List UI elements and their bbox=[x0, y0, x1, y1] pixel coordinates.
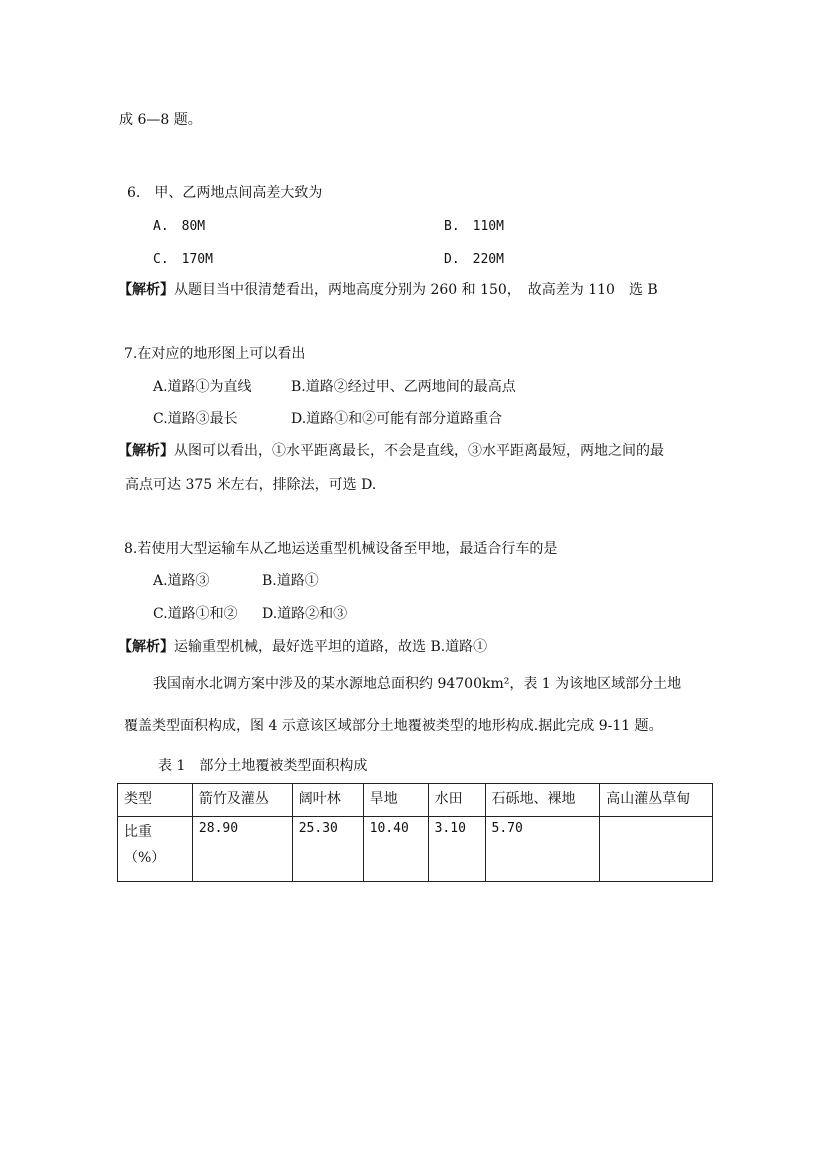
q7-analysis-text: 从图可以看出，①水平距离最长，不会是直线，③水平距离最短，两地之间的最 bbox=[174, 443, 664, 459]
q6-option-c: C. 170M bbox=[153, 252, 213, 267]
header-cell: 阔叶林 bbox=[292, 784, 363, 817]
q6-analysis-text: 从题目当中很清楚看出，两地高度分别为 260 和 150， 故高差为 110 选 B bbox=[174, 282, 658, 298]
q8-option-a: A.道路③ bbox=[153, 573, 210, 589]
q6-analysis bbox=[118, 280, 658, 300]
header-cell: 高山灌丛草甸 bbox=[600, 784, 713, 817]
value-cell: 5.70 bbox=[485, 817, 600, 882]
q6-option-d: D. 220M bbox=[444, 252, 504, 267]
q7-option-d: D.道路①和②可能有部分道路重合 bbox=[291, 411, 503, 427]
header-cell: 石砾地、裸地 bbox=[485, 784, 600, 817]
row-label-cell bbox=[118, 817, 193, 882]
analysis-tag: 【解析】 bbox=[118, 282, 174, 298]
table-header-row bbox=[118, 784, 713, 817]
value-cell: 28.90 bbox=[192, 817, 292, 882]
q7-analysis-line2: 高点可达 375 米左右，排除法，可选 D. bbox=[125, 477, 377, 493]
q6-option-b: B. 110M bbox=[444, 219, 504, 234]
value-cell: 3.10 bbox=[428, 817, 485, 882]
q8-option-b: B.道路① bbox=[262, 573, 319, 589]
q7-option-a: A.道路①为直线 bbox=[153, 379, 252, 395]
value-cell: 10.40 bbox=[363, 817, 428, 882]
q7-option-b: B.道路②经过甲、乙两地间的最高点 bbox=[291, 379, 516, 395]
header-cell: 类型 bbox=[118, 784, 193, 817]
q8-option-d: D.道路②和③ bbox=[262, 606, 348, 622]
q8-option-c: C.道路①和② bbox=[153, 606, 238, 622]
header-cell: 箭竹及灌丛 bbox=[192, 784, 292, 817]
q8-analysis bbox=[118, 637, 487, 657]
q8-analysis-text: 运输重型机械，最好选平坦的道路，故选 B.道路① bbox=[174, 639, 488, 655]
intro-end-line: 成 6—8 题。 bbox=[119, 112, 202, 128]
analysis-tag: 【解析】 bbox=[118, 443, 174, 459]
header-cell: 水田 bbox=[428, 784, 485, 817]
row-unit: （%） bbox=[124, 850, 166, 866]
analysis-tag: 【解析】 bbox=[118, 639, 174, 655]
question-8-stem: 8.若使用大型运输车从乙地运送重型机械设备至甲地，最适合行车的是 bbox=[124, 541, 558, 557]
passage-line-1: 我国南水北调方案中涉及的某水源地总面积约 94700km²，表 1 为该地区域部分土地 bbox=[153, 676, 682, 692]
q6-option-a: A. 80M bbox=[153, 219, 206, 234]
header-cell: 旱地 bbox=[363, 784, 428, 817]
passage-line-2: 覆盖类型面积构成，图 4 示意该区域部分土地覆被类型的地形构成.据此完成 9-11 题。 bbox=[124, 718, 663, 734]
q7-analysis-line1 bbox=[118, 441, 664, 461]
row-label: 比重 bbox=[124, 824, 152, 840]
value-cell: 25.30 bbox=[292, 817, 363, 882]
question-6-stem: 6. 甲、乙两地点间高差大致为 bbox=[127, 185, 323, 201]
land-cover-table bbox=[117, 783, 713, 882]
value-cell bbox=[600, 817, 713, 882]
q7-option-c: C.道路③最长 bbox=[153, 411, 238, 427]
question-7-stem: 7.在对应的地形图上可以看出 bbox=[124, 346, 306, 362]
table-caption: 表 1 部分土地覆被类型面积构成 bbox=[158, 758, 368, 774]
table-row bbox=[118, 817, 713, 882]
